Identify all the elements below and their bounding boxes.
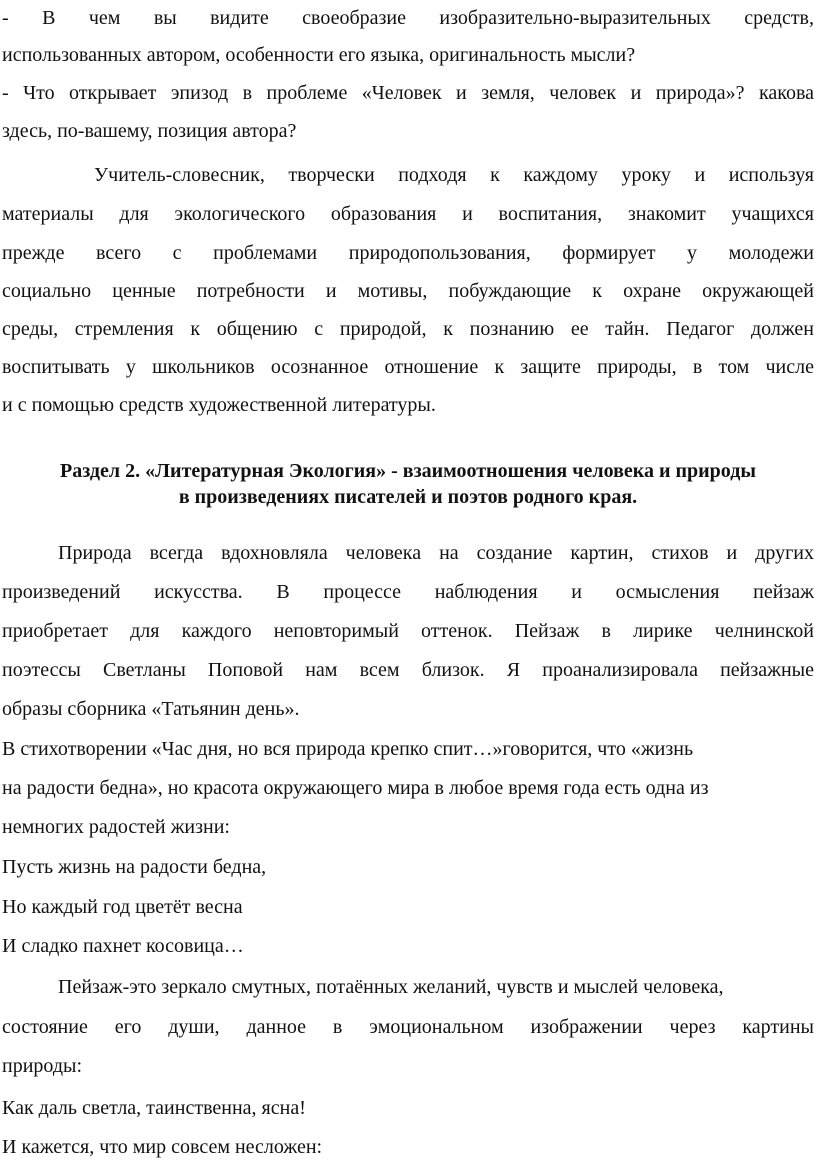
poem-line: И сладко пахнет косовица… — [2, 935, 244, 957]
poem-line: И кажется, что мир совсем несложен: — [2, 1136, 323, 1158]
paragraph-line: Учитель-словесник, творчески подходя к каждому уроку и используя — [94, 164, 814, 186]
paragraph-line: социально ценные потребности и мотивы, побуждающие к охране окружающей — [2, 280, 814, 302]
section-title: Раздел 2. «Литературная Экология» - взаимоотношения человека и природы — [60, 460, 756, 482]
paragraph-line: поэтессы Светланы Поповой нам всем близок. Я проанализировала пейзажные — [2, 659, 814, 681]
poem-line: Как даль светла, таинственна, ясна! — [2, 1097, 306, 1119]
poem-line: Но каждый год цветёт весна — [2, 896, 243, 918]
paragraph-line: воспитывать у школьников осознанное отношение к защите природы, в том числе — [2, 356, 814, 378]
intro-line: здесь, по-вашему, позиция автора? — [2, 120, 297, 142]
paragraph-line: на радости бедна», но красота окружающего мира в любое время года есть одна из — [2, 777, 709, 799]
intro-line: - Что открывает эпизод в проблеме «Человек и земля, человек и природа»? какова — [2, 82, 814, 104]
poem-line: Пусть жизнь на радости бедна, — [2, 856, 267, 878]
paragraph-line: немногих радостей жизни: — [2, 816, 230, 838]
paragraph-line: произведений искусства. В процессе наблюдения и осмысления пейзаж — [2, 581, 814, 603]
paragraph-line: природы: — [2, 1055, 82, 1077]
paragraph-line: В стихотворении «Час дня, но вся природа крепко спит…»говорится, что «жизнь — [2, 738, 694, 760]
paragraph-line: Природа всегда вдохновляла человека на создание картин, стихов и других — [58, 542, 814, 564]
paragraph-line: прежде всего с проблемами природопользования, формирует у молодежи — [2, 242, 814, 264]
section-title: в произведениях писателей и поэтов родного края. — [178, 486, 638, 508]
intro-line: - В чем вы видите своеобразие изобразительно-выразительных средств, — [2, 7, 814, 29]
paragraph-line: и с помощью средств художественной литературы. — [2, 394, 436, 416]
paragraph-line: Пейзаж-это зеркало смутных, потаённых желаний, чувств и мыслей человека, — [58, 976, 724, 998]
paragraph-line: приобретает для каждого неповторимый оттенок. Пейзаж в лирике челнинской — [2, 620, 814, 642]
paragraph-line: состояние его души, данное в эмоциональном изображении через картины — [2, 1016, 814, 1038]
paragraph-line: среды, стремления к общению с природой, к познанию ее тайн. Педагог должен — [2, 318, 814, 340]
paragraph-line: материалы для экологического образования и воспитания, знакомит учащихся — [2, 203, 814, 225]
intro-line: использованных автором, особенности его языка, оригинальность мысли? — [2, 44, 636, 66]
paragraph-line: образы сборника «Татьянин день». — [2, 698, 300, 720]
